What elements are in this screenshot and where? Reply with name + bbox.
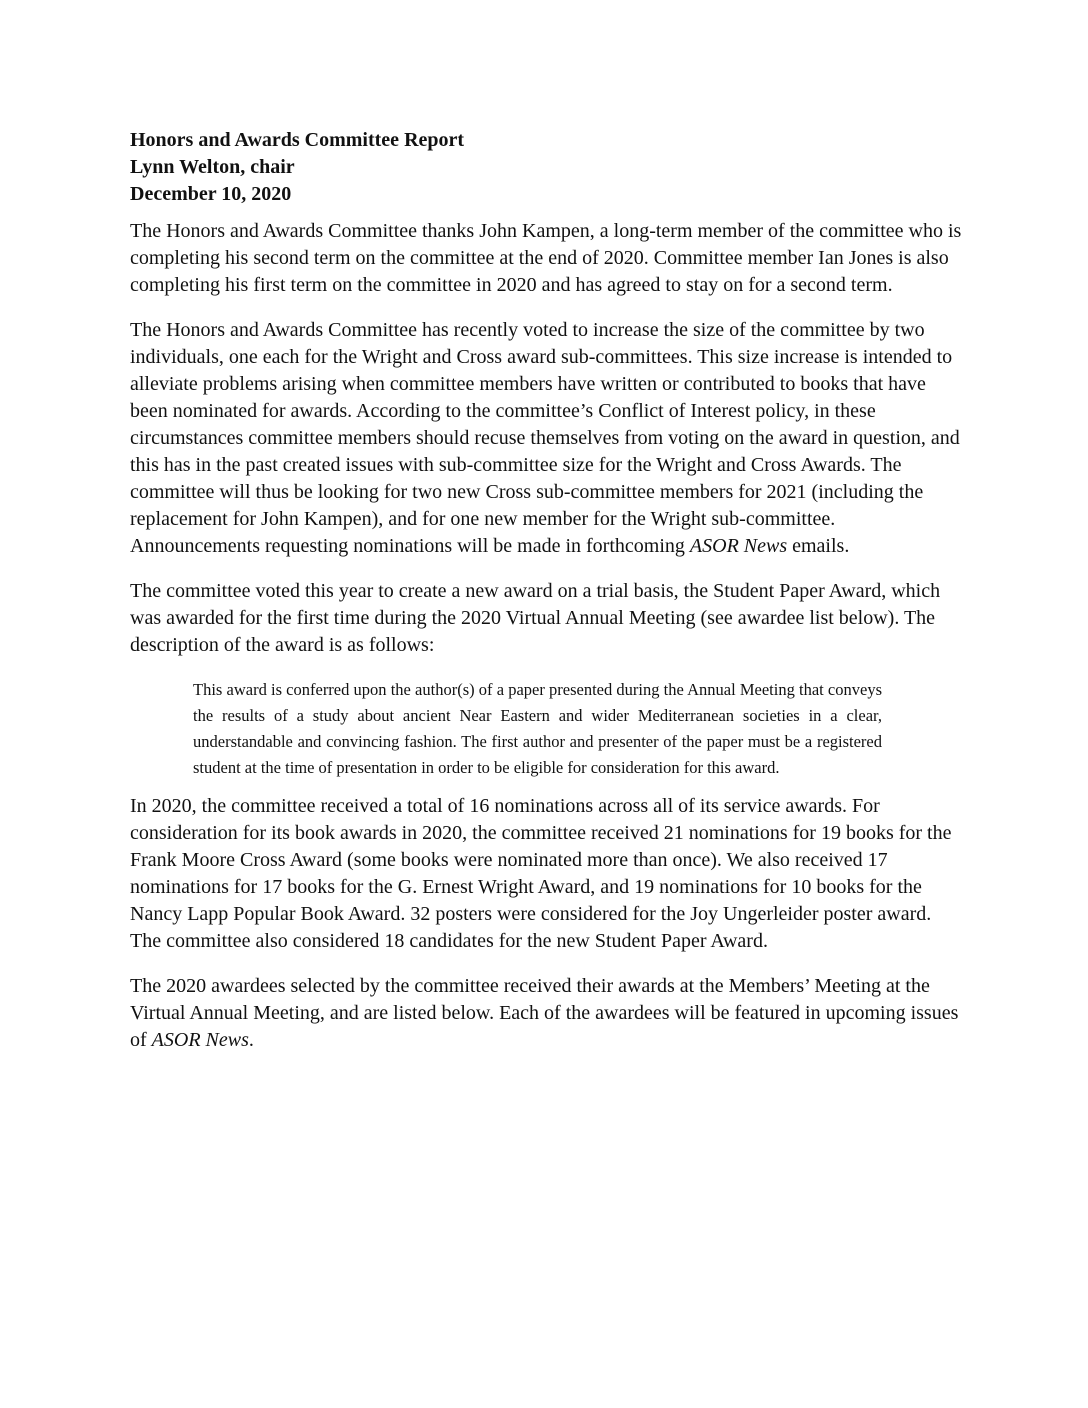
report-date: December 10, 2020 <box>130 183 292 205</box>
paragraph-new-award: The committee voted this year to create a new award on a trial basis, the Student Paper Award, which was awarded for the first time during the 2020 Virtual Annual Meeting (see awardee list below). The description of the award is as follows: <box>130 580 941 656</box>
document-body <box>130 127 962 1072</box>
paragraph-committee-thanks: The Honors and Awards Committee thanks John Kampen, a long-term member of the committee who is completing his second term on the committee at the end of 2020. Committee member Ian Jones is also completing his first term on the committee in 2020 and has agreed to stay on for a second term. <box>130 220 962 296</box>
publication-name: ASOR News <box>151 1029 249 1051</box>
report-title: Honors and Awards Committee Report <box>130 129 465 151</box>
paragraph-awardees: The 2020 awardees selected by the committee received their awards at the Members’ Meeting at the Virtual Annual Meeting, and are listed below. Each of the awardees will be featured in upcoming issues of ASOR News. <box>130 975 959 1051</box>
paragraph-committee-size: The Honors and Awards Committee has recently voted to increase the size of the committee by two individuals, one each for the Wright and Cross award sub-committees. This size increase is intended to alleviate problems arising when committee members have written or contributed to books that have been nominated for awards. According to the committee’s Conflict of Interest policy, in these circumstances committee members should recuse themselves from voting on the award in question, and this has in the past created issues with sub-committee size for the Wright and Cross Awards. The committee will thus be looking for two new Cross sub-committee members for 2021 (including the replacement for John Kampen), and for one new member for the Wright sub-committee. Announcements requesting nominations will be made in forthcoming ASOR News emails. <box>130 319 960 557</box>
award-description-quote: This award is conferred upon the author(s) of a paper presented during the Annual Meeting that conveys the results of a study about ancient Near Eastern and wider Mediterranean societies in a clear, understandable and convincing fashion. The first author and presenter of the paper must be a registered student at the time of presentation in order to be eligible for consideration for this award. <box>193 680 882 777</box>
report-heading <box>130 127 962 208</box>
publication-name: ASOR News <box>689 535 788 557</box>
report-chair: Lynn Welton, chair <box>130 156 295 178</box>
paragraph-nominations: In 2020, the committee received a total of 16 nominations across all of its service awards. For consideration for its book awards in 2020, the committee received 21 nominations for 19 books for the Frank Moore Cross Award (some books were nominated more than once). We also received 17 nominations for 17 books for the G. Ernest Wright Award, and 19 nominations for 10 books for the Nancy Lapp Popular Book Award. 32 posters were considered for the Joy Ungerleider poster award. The committee also considered 18 candidates for the new Student Paper Award. <box>130 795 952 952</box>
